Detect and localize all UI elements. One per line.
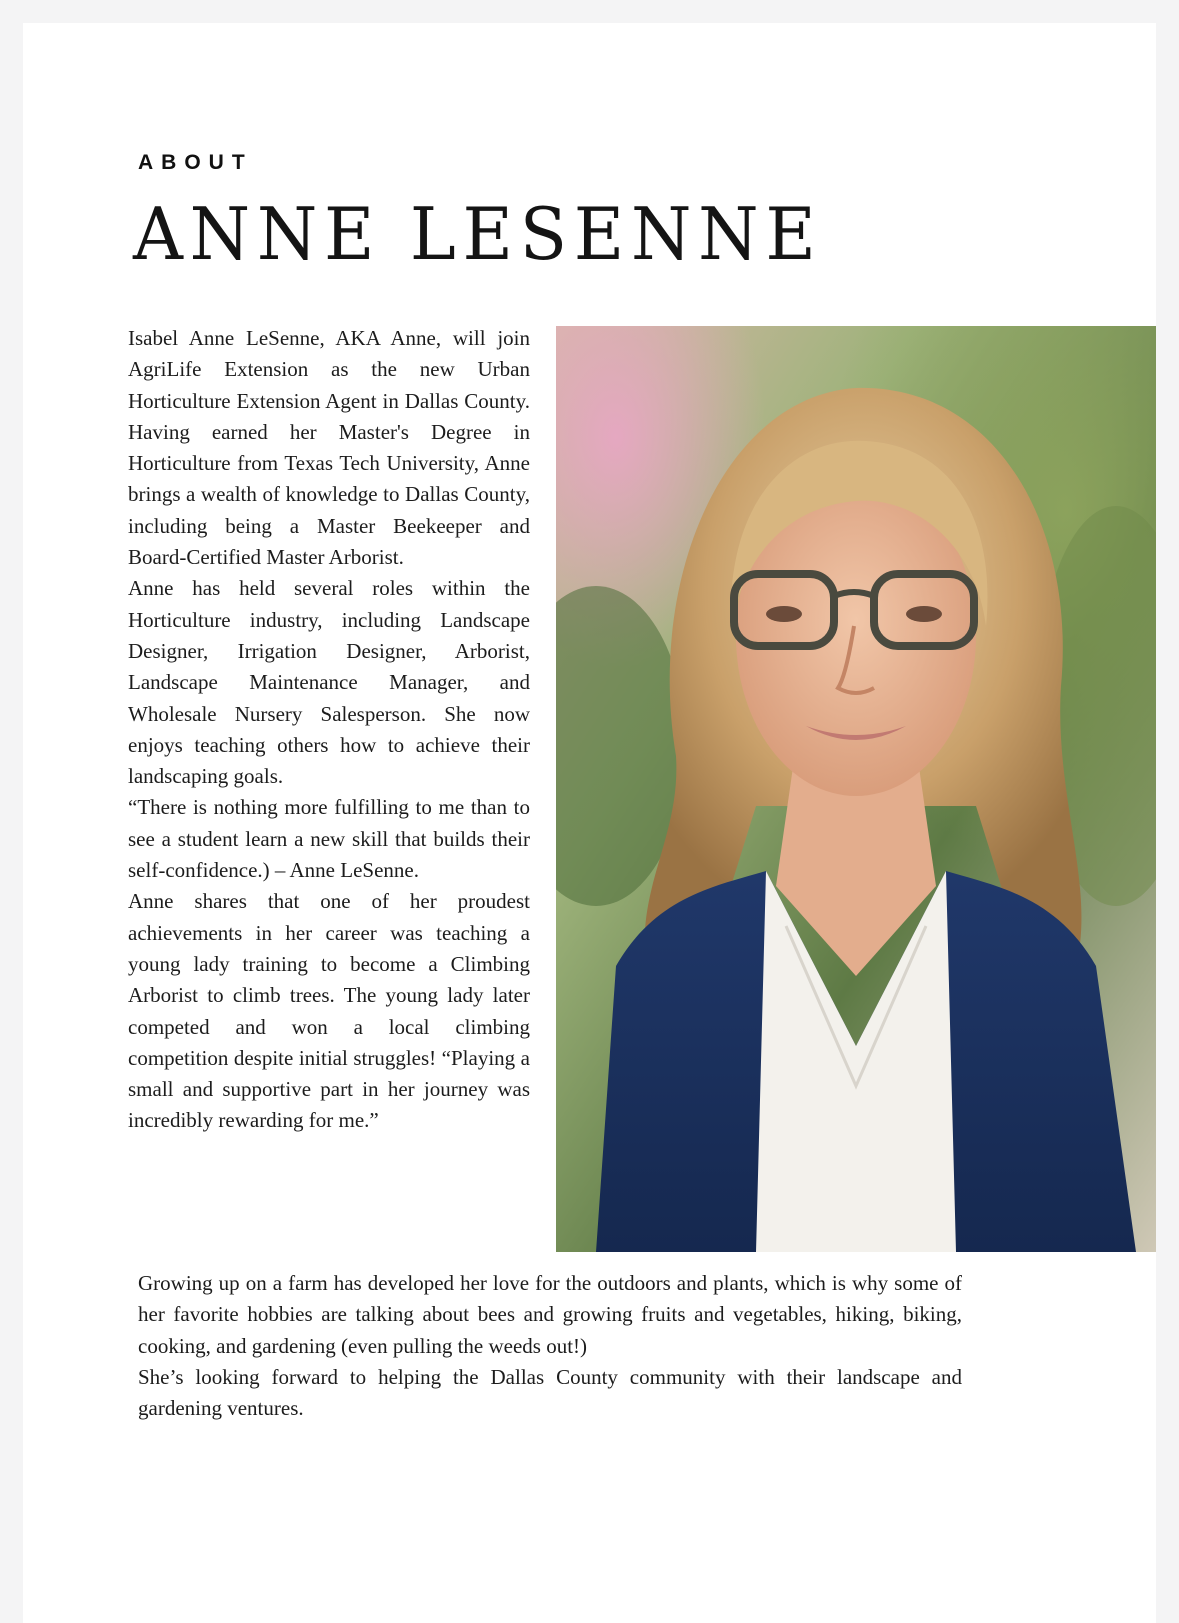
about-page: [23, 23, 1156, 1623]
bio-quote: “There is nothing more fulfilling to me than to see a student learn a new skill that builds their self-confidence.) – Anne LeSenne.: [128, 795, 530, 883]
section-eyebrow: ABOUT: [138, 151, 253, 174]
closing-paragraph: Growing up on a farm has developed her love for the outdoors and plants, which is why some of her favorite hobbies are talking about bees and growing fruits and vegetables, hiking, biking, cooking, and gardening (even pulling the weeds out!): [138, 1271, 962, 1358]
closing-paragraph: She’s looking forward to helping the Dallas County community with their landscape and gardening ventures.: [138, 1364, 962, 1421]
bio-paragraph: Anne shares that one of her proudest achievements in her career was teaching a young lady training to become a Climbing Arborist to climb trees. The young lady later competed and won a local climbing competition despite initial struggles! “Playing a small and supportive part in her journey was incredibly rewarding for me.”: [128, 889, 530, 1133]
bio-paragraph: Isabel Anne LeSenne, AKA Anne, will join AgriLife Extension as the new Urban Horticulture Extension Agent in Dallas County. Having earned her Master's Degree in Horticulture from Texas Tech University, Anne brings a wealth of knowledge to Dallas County, including being a Master Beekeeper and Board-Certified Master Arborist.: [128, 326, 530, 570]
page-title: ANNE LESENNE: [133, 192, 823, 276]
portrait-photo: [556, 326, 1156, 1252]
bio-column: [128, 323, 530, 1137]
portrait-illustration: [556, 326, 1156, 1252]
bio-paragraph: Anne has held several roles within the Horticulture industry, including Landscape Designer, Irrigation Designer, Arborist, Landscape Maintenance Manager, and Wholesale Nursery Salesperson. She now enjoys teaching others how to achieve their landscaping goals.: [128, 576, 530, 789]
closing-text: [138, 1268, 962, 1424]
